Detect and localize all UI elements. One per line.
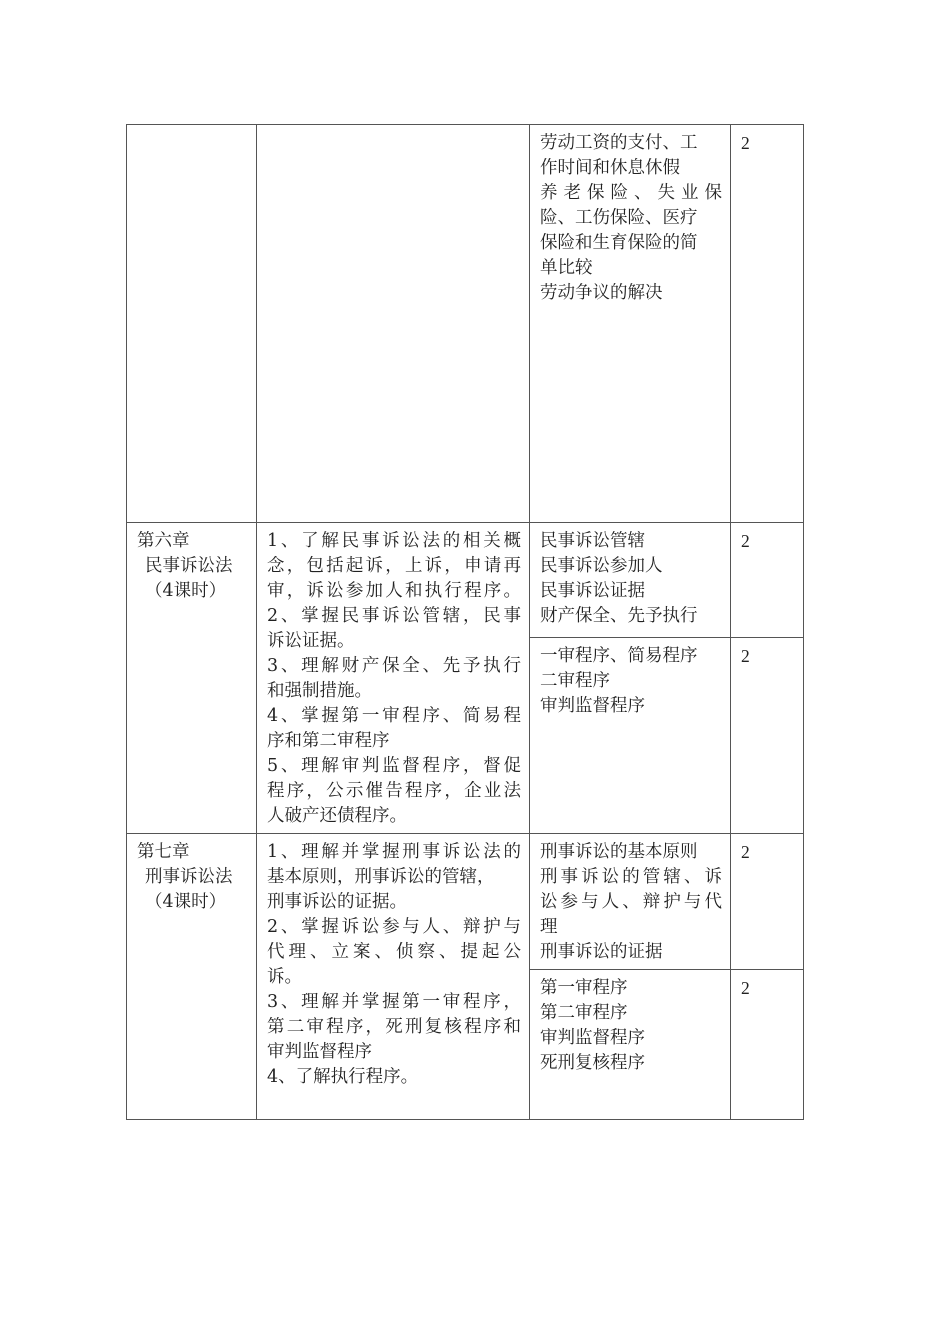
objective-line: 序和第二审程序 — [267, 731, 390, 751]
content-line: 劳动争议的解决 — [540, 283, 663, 303]
objective-line: 念，包括起诉，上诉，申请再 — [267, 556, 521, 576]
hours-cell: 2 — [731, 637, 804, 833]
objective-line: 和强制措施。 — [267, 681, 372, 701]
content-cell — [530, 125, 731, 523]
content-line: 险、工伤保险、医疗 — [540, 208, 698, 228]
objective-line: 4、了解执行程序。 — [267, 1067, 419, 1087]
content-line: 民事诉讼参加人 — [540, 556, 663, 576]
content-line: 审判监督程序 — [540, 1028, 645, 1048]
content-line: 审判监督程序 — [540, 695, 645, 716]
objective-line: 2、掌握诉讼参与人、辩护与 — [267, 917, 521, 937]
objectives-cell — [257, 834, 530, 1120]
objective-line: 审，诉讼参加人和执行程序。 — [267, 581, 521, 601]
hours-cell: 2 — [731, 834, 804, 970]
content-line: 第二审程序 — [540, 1003, 628, 1023]
syllabus-table — [126, 124, 804, 1120]
chapter-title: 刑事诉讼法 — [145, 867, 233, 887]
objective-line: 5、理解审判监督程序，督促 — [267, 756, 521, 776]
objectives-cell — [257, 125, 530, 523]
content-line: 刑事诉讼的证据 — [540, 942, 663, 962]
chapter-title: 民事诉讼法 — [145, 556, 233, 576]
content-line: 讼参与人、辩护与代 — [540, 892, 722, 912]
objective-line: 诉讼证据。 — [267, 631, 355, 651]
content-line: 刑事诉讼的基本原则 — [540, 842, 698, 862]
objective-line: 代理、立案、侦察、提起公 — [267, 942, 521, 962]
content-line: 劳动工资的支付、工 — [540, 133, 698, 153]
content-line: 二审程序 — [540, 670, 610, 691]
objective-line: 程序，公示催告程序，企业法 — [267, 781, 521, 801]
content-cell — [530, 523, 731, 638]
objective-line: 人破产还债程序。 — [267, 806, 407, 826]
content-line: 作时间和休息休假 — [540, 158, 680, 178]
content-line: 保险和生育保险的简 — [540, 233, 698, 253]
objective-line: 1、了解民事诉讼法的相关概 — [267, 531, 521, 551]
content-line: 理 — [540, 917, 558, 937]
objective-line: 2、掌握民事诉讼管辖，民事 — [267, 606, 521, 626]
chapter-hours: （4课时） — [145, 581, 227, 601]
content-line: 一审程序、简易程序 — [540, 645, 698, 666]
content-line: 民事诉讼管辖 — [540, 531, 645, 551]
table-row — [127, 523, 804, 638]
objective-line: 第二审程序，死刑复核程序和 — [267, 1017, 521, 1037]
content-line: 财产保全、先予执行 — [540, 606, 698, 626]
hours-cell: 2 — [731, 125, 804, 523]
chapter-number: 第七章 — [137, 842, 190, 862]
chapter-cell — [127, 125, 257, 523]
objective-line: 基本原则，刑事诉讼的管辖， — [267, 867, 495, 887]
hours-cell: 2 — [731, 523, 804, 638]
hours-cell: 2 — [731, 970, 804, 1120]
content-cell — [530, 970, 731, 1120]
table-row — [127, 125, 804, 523]
chapter-cell — [127, 834, 257, 1120]
content-line: 死刑复核程序 — [540, 1053, 645, 1073]
chapter-cell — [127, 523, 257, 834]
objective-line: 诉。 — [267, 967, 302, 987]
objective-line: 1、理解并掌握刑事诉讼法的 — [267, 842, 521, 862]
content-cell — [530, 834, 731, 970]
table-row — [127, 834, 804, 970]
content-line: 单比较 — [540, 258, 593, 278]
objective-line: 4、掌握第一审程序、简易程 — [267, 706, 521, 726]
content-cell — [530, 637, 731, 833]
objective-line: 3、理解财产保全、先予执行 — [267, 656, 521, 676]
content-line: 第一审程序 — [540, 978, 628, 998]
chapter-hours: （4课时） — [145, 892, 227, 912]
content-line: 民事诉讼证据 — [540, 581, 645, 601]
objective-line: 刑事诉讼的证据。 — [267, 892, 407, 912]
objective-line: 审判监督程序 — [267, 1042, 372, 1062]
objectives-cell — [257, 523, 530, 834]
chapter-number: 第六章 — [137, 531, 190, 551]
content-line: 养老保险、失业保 — [540, 183, 722, 203]
content-line: 刑事诉讼的管辖、诉 — [540, 867, 722, 887]
objective-line: 3、理解并掌握第一审程序， — [267, 992, 521, 1012]
